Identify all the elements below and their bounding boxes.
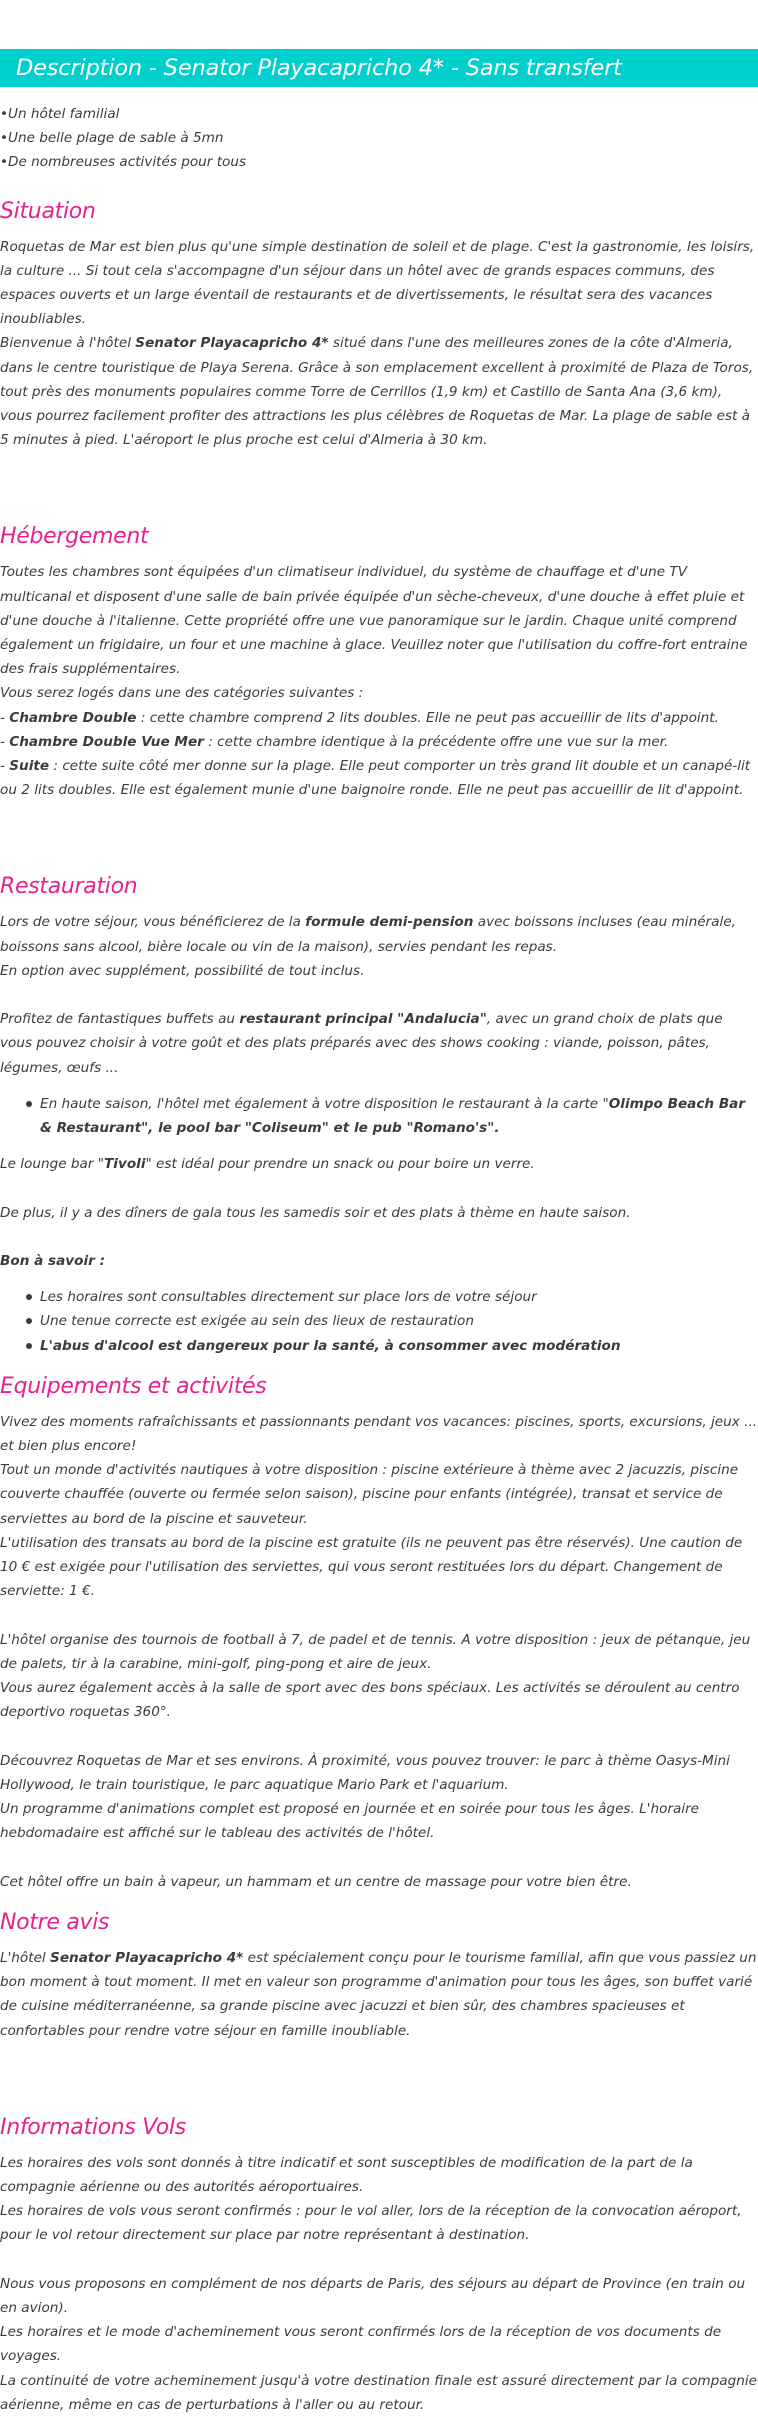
vols-section [0, 2151, 758, 2417]
list-item: Une tenue correcte est exigée au sein des lieux de restauration [40, 1309, 758, 1333]
vols-paragraph: Les horaires des vols sont donnés à titre indicatif et sont susceptibles de modification de la part de la compagnie aérienne ou des autorités aéroportuaires. [0, 2154, 693, 2195]
restauration-paragraph: De plus, il y a des dîners de gala tous les samedis soir et des plats à thème en haute saison. [0, 1204, 631, 1221]
list-item: Les horaires sont consultables directement sur place lors de votre séjour [40, 1285, 758, 1309]
equipements-paragraph: L'hôtel organise des tournois de football à 7, de padel et de tennis. A votre disposition : jeux de pétanque, jeu de palets, tir à la carabine, mini-golf, ping-pong et aire de jeux. [0, 1631, 751, 1672]
equipements-paragraph: Tout un monde d'activités nautiques à votre disposition : piscine extérieure à thème avec 2 jacuzzis, piscine couverte chauffée (ouverte ou fermée selon saison), piscine pour enfants (intégrée), transat et service de serviettes au bord de la piscine et sauveteur. [0, 1462, 739, 1527]
situation-paragraph: Bienvenue à l'hôtel Senator Playacapricho 4* situé dans l'une des meilleures zones de la côte d'Almeria, dans le centre touristique de Playa Serena. Grâce à son emplacement excellent à proximité de Plaza de Toros, tout près des monuments populaires comme Torre de Cerrillos (1,9 km) et Castillo de Santa Ana (3,6 km), vous pourrez facilement profiter des attractions les plus célèbres de Roquetas de Mar. La plage de sable est à 5 minutes à pied. L'aéroport le plus proche est celui d'Almeria à 30 km. [0, 335, 754, 449]
room-type: - Chambre Double Vue Mer : cette chambre identique à la précédente offre une vue sur la mer. [0, 733, 669, 750]
highlight-item: •Un hôtel familial [0, 106, 120, 122]
restauration-heading: Restauration [0, 874, 138, 900]
description-banner: Description - Senator Playacapricho 4* - Sans transfert [0, 49, 758, 87]
vols-heading: Informations Vols [0, 2114, 186, 2140]
vols-paragraph: Les horaires et le mode d'acheminement vous seront confirmés lors de la réception de vos documents de voyages. [0, 2324, 722, 2365]
hebergement-section [0, 560, 758, 802]
equipements-paragraph: Vous aurez également accès à la salle de sport avec des bons spéciaux. Les activités se déroulent au centro deportivo roquetas 360°. [0, 1680, 740, 1721]
restauration-section [0, 910, 758, 1357]
vols-paragraph: Les horaires de vols vous seront confirmés : pour le vol aller, lors de la réception de la convocation aéroport, pour le vol retour directement sur place par notre représentant à destination. [0, 2203, 742, 2244]
situation-heading: Situation [0, 198, 96, 224]
equipements-paragraph: Cet hôtel offre un bain à vapeur, un hammam et un centre de massage pour votre bien être. [0, 1873, 632, 1890]
restauration-paragraph: Profitez de fantastiques buffets au restaurant principal "Andalucia", avec un grand choix de plats que vous pouvez choisir à votre goût et des plats préparés avec des shows cooking : viande, poisson, pâtes, légumes, œufs ... [0, 1011, 723, 1076]
highlight-item: •Une belle plage de sable à 5mn [0, 130, 224, 147]
hebergement-heading: Hébergement [0, 524, 149, 550]
restauration-paragraph: En option avec supplément, possibilité de tout inclus. [0, 962, 365, 979]
vols-paragraph: Nous vous proposons en complément de nos départs de Paris, des séjours au départ de Province (en train ou en avion). [0, 2275, 746, 2316]
equipements-section [0, 1410, 758, 1894]
info-list [0, 1285, 758, 1358]
room-type: - Chambre Double : cette chambre comprend 2 lits doubles. Elle ne peut pas accueillir de lits d'appoint. [0, 709, 719, 726]
list-item: L'abus d'alcool est dangereux pour la santé, à consommer avec modération [40, 1334, 758, 1358]
situation-paragraph: Roquetas de Mar est bien plus qu'une simple destination de soleil et de plage. C'est la gastronomie, les loisirs, la culture ... Si tout cela s'accompagne d'un séjour dans un hôtel avec de grands espaces communs, des espaces ouverts et un large éventail de restaurants et de divertissements, le résultat sera des vacances inoubliables. [0, 238, 755, 328]
equipements-paragraph: L'utilisation des transats au bord de la piscine est gratuite (ils ne peuvent pas être réservés). Une caution de 10 € est exigée pour l'utilisation des serviettes, qui vous seront restituées lors du départ. Changement de serviette: 1 €. [0, 1534, 743, 1600]
room-type: - Suite : cette suite côté mer donne sur la plage. Elle peut comporter un très grand lit double et un canapé-lit ou 2 lits doubles. Elle est également munie d'une baignoire ronde. Elle ne peut pas accueillir de lit d'appoint. [0, 758, 751, 799]
highlights-list [0, 102, 758, 175]
restauration-paragraph: Le lounge bar "Tivoli" est idéal pour prendre un snack ou pour boire un verre. [0, 1156, 535, 1173]
equipements-heading: Equipements et activités [0, 1373, 267, 1399]
avis-heading: Notre avis [0, 1909, 110, 1935]
bon-a-savoir-label: Bon à savoir : [0, 1253, 106, 1270]
vols-paragraph: La continuité de votre acheminement jusqu'à votre destination finale est assuré directement par la compagnie aérienne, même en cas de perturbations à l'aller ou au retour. [0, 2372, 757, 2413]
restauration-paragraph: Lors de votre séjour, vous bénéficierez de la formule demi-pension avec boissons incluses (eau minérale, boissons sans alcool, bière locale ou vin de la maison), servies pendant les repas. [0, 914, 736, 955]
equipements-paragraph: Découvrez Roquetas de Mar et ses environs. À proximité, vous pouvez trouver: le parc à thème Oasys-Mini Hollywood, le train touristique, le parc aquatique Mario Park et l'aquarium. [0, 1752, 730, 1793]
hebergement-paragraph: Vous serez logés dans une des catégories suivantes : [0, 685, 364, 702]
list-item: En haute saison, l'hôtel met également à votre disposition le restaurant à la carte "Olimpo Beach Bar & Restaurant", le pool bar "Coliseum" et le pub "Romano's". [40, 1092, 758, 1140]
equipements-paragraph: Vivez des moments rafraîchissants et passionnants pendant vos vacances: piscines, sports, excursions, jeux ... et bien plus encore! [0, 1413, 758, 1455]
situation-section [0, 235, 758, 453]
avis-paragraph: L'hôtel Senator Playacapricho 4* est spécialement conçu pour le tourisme familial, afin que vous passiez un bon moment à tout moment. Il met en valeur son programme d'animation pour tous les âges, son buffet varié de cuisine méditerranéenne, sa grande piscine avec jacuzzi et bien sûr, des chambres spacieuses et confortables pour rendre votre séjour en famille inoubliable. [0, 1949, 757, 2039]
highlight-item: •De nombreuses activités pour tous [0, 154, 247, 171]
hebergement-paragraph: Toutes les chambres sont équipées d'un climatiseur individuel, du système de chauffage et d'une TV multicanal et disposent d'une salle de bain privée équipée d'un sèche-cheveux, d'une douche à effet pluie et d'une douche à l'italienne. Cette propriété offre une vue panoramique sur le jardin. Chaque unité comprend également un frigidaire, un four et une machine à glace. Veuillez noter que l'utilisation du coffre-fort entraine des frais supplémentaires. [0, 564, 748, 678]
equipements-paragraph: Un programme d'animations complet est proposé en journée et en soirée pour tous les âges. L'horaire hebdomadaire est affiché sur le tableau des activités de l'hôtel. [0, 1801, 700, 1842]
restaurants-list [0, 1092, 758, 1140]
avis-section [0, 1946, 758, 2043]
